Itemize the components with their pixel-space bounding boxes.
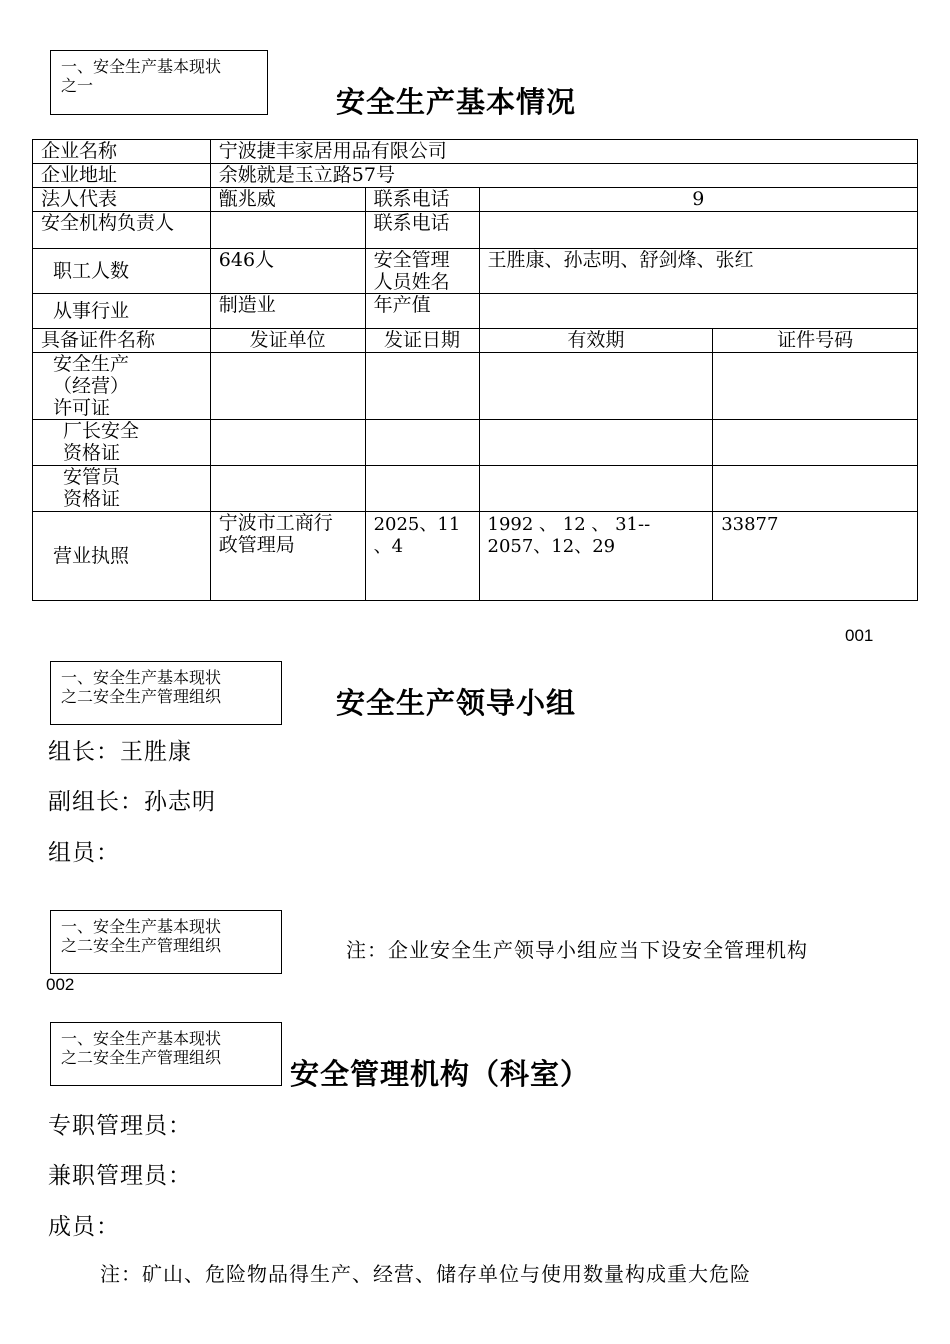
page-title: 安全生产基本情况 [336, 85, 577, 119]
cert-issuer [210, 466, 365, 512]
cert-date [365, 353, 479, 420]
cert-date: 2025、11 、4 [365, 512, 479, 601]
cert-validity [479, 420, 713, 466]
company-info-table [32, 139, 918, 601]
section-label-box: 一、安全生产基本现状 之二安全生产管理组织 [50, 910, 282, 974]
cert-name: 营业执照 [33, 512, 211, 601]
section-title: 安全生产领导小组 [336, 686, 577, 720]
org-members: 成员： [48, 1214, 120, 1240]
header-issuer: 发证单位 [210, 329, 365, 353]
table-row [33, 249, 918, 294]
table-row [33, 294, 918, 329]
cert-validity: 1992 、 12 、 31-- 2057、12、29 [479, 512, 713, 601]
cert-name: 安全生产 （经营） 许可证 [33, 353, 211, 420]
note-text: 注：矿山、危险物品得生产、经营、储存单位与使用数量构成重大危险 [100, 1262, 751, 1286]
group-leader: 组长：王胜康 [48, 739, 192, 765]
table-row [33, 420, 918, 466]
table-row [33, 212, 918, 249]
cert-number [713, 466, 918, 512]
section-title: 安全管理机构（科室） [290, 1057, 591, 1091]
page-number: 002 [46, 975, 75, 994]
table-row [33, 140, 918, 164]
cert-date [365, 466, 479, 512]
address-value: 余姚就是玉立路57号 [210, 164, 917, 188]
cert-number [713, 420, 918, 466]
cert-name: 安管员 资格证 [33, 466, 211, 512]
table-row [33, 466, 918, 512]
cert-issuer [210, 420, 365, 466]
output-label: 年产值 [365, 294, 479, 329]
header-validity: 有效期 [479, 329, 713, 353]
note-text: 注：企业安全生产领导小组应当下设安全管理机构 [346, 938, 808, 962]
phone-label: 联系电话 [365, 188, 479, 212]
cert-issuer [210, 353, 365, 420]
industry-value: 制造业 [210, 294, 365, 329]
section-label-box: 一、安全生产基本现状 之二安全生产管理组织 [50, 661, 282, 725]
section-label-box: 一、安全生产基本现状 之一 [50, 50, 268, 115]
phone2-value [479, 212, 918, 249]
legal-rep-label: 法人代表 [33, 188, 211, 212]
output-value [479, 294, 918, 329]
managers-label: 安全管理 人员姓名 [365, 249, 479, 294]
header-cert-name: 具备证件名称 [33, 329, 211, 353]
cert-issuer: 宁波市工商行 政管理局 [210, 512, 365, 601]
address-label: 企业地址 [33, 164, 211, 188]
legal-rep-value: 甑兆威 [210, 188, 365, 212]
table-row [33, 188, 918, 212]
cert-name: 厂长安全 资格证 [33, 420, 211, 466]
table-row [33, 512, 918, 601]
phone2-label: 联系电话 [365, 212, 479, 249]
cert-validity [479, 466, 713, 512]
safety-head-value [210, 212, 365, 249]
section-label-box: 一、安全生产基本现状 之二安全生产管理组织 [50, 1022, 282, 1086]
header-cert-number: 证件号码 [713, 329, 918, 353]
full-time-admin: 专职管理员： [48, 1113, 192, 1139]
table-row [33, 353, 918, 420]
phone-value: 9 [479, 188, 918, 212]
managers-value: 王胜康、孙志明、舒剑烽、张红 [479, 249, 918, 294]
part-time-admin: 兼职管理员： [48, 1163, 192, 1189]
safety-head-label: 安全机构负责人 [33, 212, 211, 249]
cert-number: 33877 [713, 512, 918, 601]
cert-number [713, 353, 918, 420]
company-name-value: 宁波捷丰家居用品有限公司 [210, 140, 917, 164]
header-issue-date: 发证日期 [365, 329, 479, 353]
table-row [33, 164, 918, 188]
table-header-row [33, 329, 918, 353]
staff-value: 646人 [210, 249, 365, 294]
cert-validity [479, 353, 713, 420]
industry-label: 从事行业 [33, 294, 211, 329]
page-number: 001 [845, 626, 874, 645]
company-name-label: 企业名称 [33, 140, 211, 164]
staff-label: 职工人数 [33, 249, 211, 294]
vice-leader: 副组长：孙志明 [48, 789, 216, 815]
group-members: 组员： [48, 840, 120, 866]
cert-date [365, 420, 479, 466]
